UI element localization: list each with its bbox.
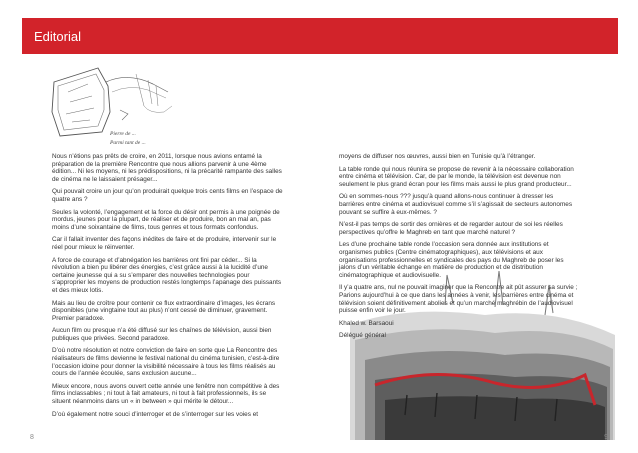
- paragraph: Mieux encore, nous avons ouvert cette année une fenêtre non compétitive à des films inclassables ; ni tout à fait amateurs, ni tout à fait professionnels, ils se situent néanmoins dans un « in between » qui mérite le détour...: [52, 382, 280, 406]
- page-number-left: 8: [30, 434, 34, 441]
- paragraph: Où en sommes-nous ??? jusqu’à quand allons-nous continuer à dresser les barrières entre cinéma et audiovisuel comme s’il s’agissait de secteurs autonomes pouvant se suffire à eux-mêmes. ?: [339, 193, 573, 216]
- paragraph: Nous n’étions pas prêts de croire, en 2011, lorsque nous avions entamé la préparation de la première Rencontre que nous allions parvenir à une 4ème édition... Ni les moyens, ni les prédispositions, ni la précarité rampante des salles de cinéma ne le laissaient présager...: [52, 153, 282, 183]
- sketch-caption-line2: Parmi tant de ...: [110, 140, 146, 146]
- sketch-caption-line1: Pierre de ...: [110, 131, 136, 137]
- paragraph: D’où également notre souci d’interroger et de s’interroger sur les voies et: [52, 410, 259, 418]
- header-banner: [22, 18, 618, 54]
- page-title: Editorial: [34, 28, 81, 44]
- right-column: [339, 153, 579, 345]
- paragraph: A force de courage et d’abnégation les barrières ont fini par céder... Si la révolution a bien pu libérer des énergies, c’est grâce aussi à la lucidité d’une certaine jeunesse qui a su s’emparer des nouvelles technologies pour s’approprier les moyens de production restés longtemps l’apanage des puissants et des mieux lotis.: [52, 256, 282, 294]
- paragraph: Qui pouvait croire un jour qu’on produirait quelque trois cents films en l’espace de quatre ans ?: [52, 188, 283, 203]
- signature-name: Khaled w. Barsaoui: [339, 319, 394, 327]
- paragraph: Il y’a quatre ans, nul ne pouvait imaginer que la Rencontre ait pût assurer sa survie ; Parions aujourd’hui à ce que dans les années à venir, les barrières entre cinéma et télévision soient définitivement abolies et qu’un marché maghrébin de l’audiovisuel puisse enfin voir le jour.: [339, 284, 578, 315]
- paragraph: Mais au lieu de croître pour contenir ce flux extraordinaire d’images, les écrans disponibles (une vingtaine tout au plus) n’ont cessé de diminuer, gravement. Premier paradoxe.: [52, 299, 276, 322]
- paragraph: N’est-il pas temps de sortir des ornières et de regarder autour de soi les réelles perspectives qu’offre le Maghreb en tant que marché naturel ?: [339, 221, 563, 236]
- paragraph: Seules la volonté, l’engagement et la force du désir ont permis à une poignée de mordus, jeunes pour la plupart, de réaliser et de produire, bon an mal an, pas moins d’une soixantaine de films, tous genres et tous formats confondus.: [52, 208, 280, 231]
- paragraph: Car il fallait inventer des façons inédites de faire et de produire, intervenir sur le réel pour mieux le réinventer.: [52, 236, 277, 251]
- signature-role: Délégué général: [339, 332, 386, 340]
- paragraph: D’où notre résolution et notre conviction de faire en sorte que La Rencontre des réalisateurs de films devienne le festival national du cinéma tunisien, c’est-à-dire l’occasion idoine pour donner la visibilité nécessaire à tous les films réalisés au cours de l’année écoulée, sans exclusion aucune...: [52, 347, 280, 378]
- left-column: [52, 153, 284, 423]
- sketch-illustration: [48, 62, 193, 150]
- paragraph: Les d’une prochaine table ronde l’occasion sera donnée aux institutions et organismes publics (Centre cinématographiques), aux télévisions et aux organisations professionnelles et syndicales des pays du Maghreb de poser les jalons d’un véritable échange en matière de production et de distribution cinématographique et audiovisuelle.: [339, 241, 564, 279]
- paragraph: Aucun film ou presque n’a été diffusé sur les chaînes de télévision, aussi bien publiques que privées. Second paradoxe.: [52, 327, 272, 342]
- page-number-right: 9: [604, 434, 608, 441]
- paragraph: moyens de diffuser nos œuvres, aussi bien en Tunisie qu’à l’étranger.: [339, 153, 536, 160]
- paragraph: La table ronde qui nous réunira se propose de revenir à la nécessaire collaboration entre cinéma et télévision. Car, de par le monde, la télévision est devenue non seulement le plus grand écran pour les films mais aussi le plus grand producteur...: [339, 165, 574, 188]
